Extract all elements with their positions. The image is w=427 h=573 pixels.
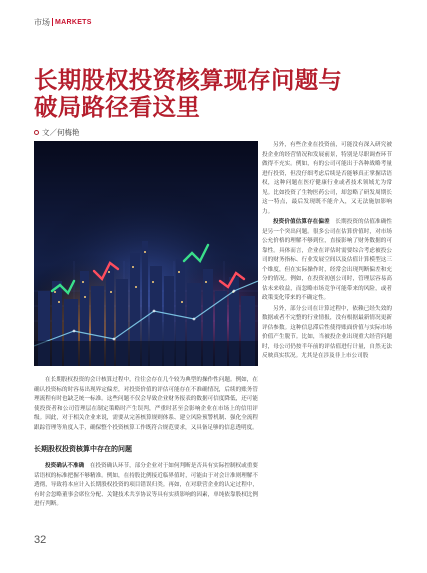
paragraph-text: 在投资确认环节，部分企业对于如何判断是否具有实际控制权或重要话语权的标准把握不够精准。例如，在持股比例接近临界值时，可能由于对会计准则理解不透彻，导致将本应计入长期股权投资的项目错误归类。再如，在对联营企业的认定过程中，有时会忽略董事会席位分配、关键技术共享协议等具有实质影响的因素，单纯依靠股权比例进行判断。 [34,463,258,507]
article-title [34,67,394,121]
paragraph-text: 另外，有些企业在投资前，可能没有深入研究被投企业的经营情况和发展前景，特别是尽职调查环节做得不充实。例如，有的公司可能出于各种战略考量进行投资，但没仔细考虑后续是否能够真正掌握话语权，这种问题在医疗健康行业或者技术领域尤为常见。比如投资了生物医药公司，却忽略了研发周期长这一特点，最后发现既不能介入，又无法施加影响力。 [262,142,392,215]
article-title-line-1: 长期股权投资核算现存问题与 [34,66,343,94]
paragraph-lead: 投资确认不准确 [45,463,85,469]
article-title-line-2: 破局路径看这里 [34,93,200,121]
section-label-en: MARKETS [55,18,92,26]
section-subhead: 长期股权投资核算中存在的问题 [34,445,132,453]
byline-bullet-icon [34,130,39,135]
section-tag [34,16,92,28]
city-skyline-with-rising-chart-icon [34,141,258,366]
paragraph-lead: 投资价值估算存在偏差 [273,219,330,225]
paragraph: 在长期股权投资的会计核算过程中，往往会存在几个较为典型的操作性问题。例如，在确认投资标的时容易出现界定偏差，对投资价值的评估可能存在不准确情况，后续的账务管理流程有时也缺乏统一标准。这些问题不仅会导致企业财务报表的数据可信度降低，还可能使投资者和公司管理层在制定策略时产生误判，严重时甚至会影响企业在市场上的信用评级。因此，对于相关企业来说，需要从完善核算规则体系、建立风险预警机制、强化全流程跟踪管理等角度入手，确保整个投资核算工作既符合规范要求，又具备足够的信息透明度。 [34,377,258,431]
paragraph [34,462,258,510]
byline-author: 文／何梅艳 [42,128,80,137]
page-number: 32 [34,534,47,546]
paragraph-text: 另外，部分公司在计算过程中，依赖已经失效的数据或者不完整的行业情报，没有根据最新情况更新评估参数。这种信息滞后性使得账面价值与实际市场价值产生脱节。比如，当被投企业出现重大经营问题时，母公司仍按半年前的评估值进行计量，自然无法反映真实状况。尤其是在涉及非上市公司股 [262,305,392,359]
section-divider [52,18,53,26]
paragraph [262,141,392,217]
byline [34,127,80,138]
article-column-right [262,141,392,363]
article-column-left [34,376,258,512]
hero-image [34,141,258,366]
section-label-cn: 市场 [34,17,50,27]
paragraph [262,218,392,304]
paragraph-text: 长期投资的估值准确性是另一个突出问题。很多公司在估算价值时，对市场公允价格的理解不够到位，直接影响了财务数据的可靠性。具体而言，企业在评估时需要综合考虑被投公司的财务指标、行业发展空间以及估值计算模型这三个维度，但在实际操作时，经常会出现判断偏差和充分的情况。例如，在投资初创公司时，管理层容易高估未来收益，而忽略市场竞争可能带来的风险，或者政策变化带来的不确定性。 [262,219,392,301]
paragraph [262,305,392,362]
